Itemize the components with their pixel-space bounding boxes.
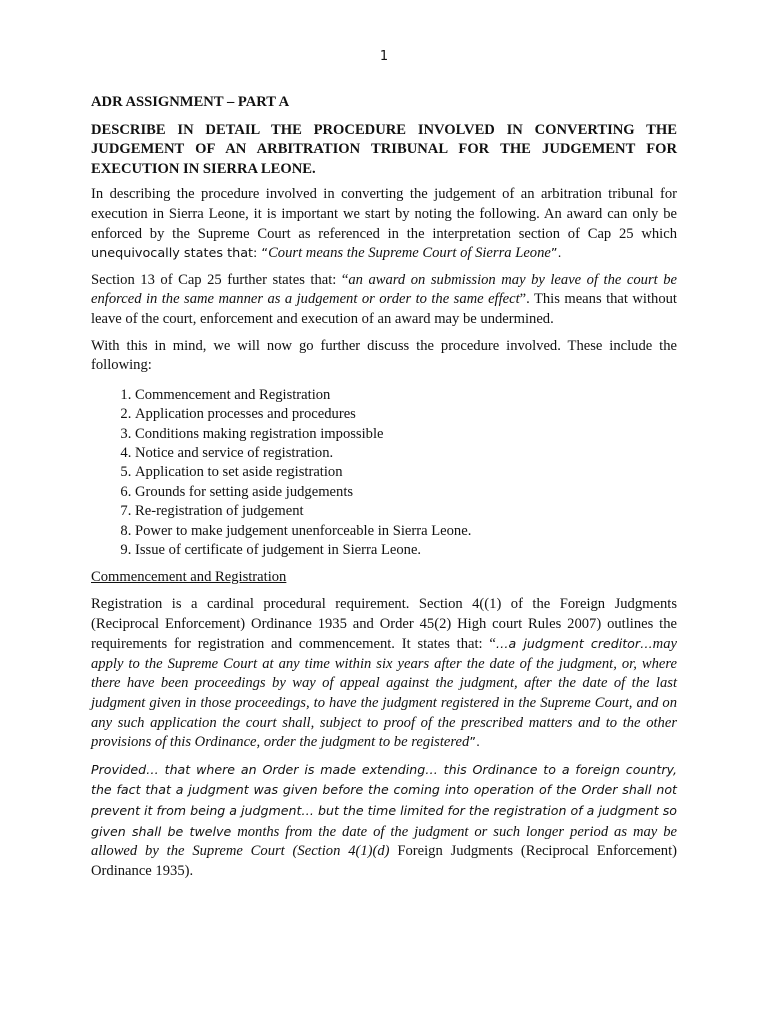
registration-tail: ”. bbox=[469, 735, 481, 751]
proviso-paragraph bbox=[91, 760, 677, 882]
intro-quote: Court means the Supreme Court of Sierra Leone bbox=[268, 245, 551, 262]
section13-quote: an award on submission may by leave of the court be enforced in the same manner as a judgement or order to the same effect bbox=[91, 271, 677, 308]
proviso-part2: months from the date of the judgment or such longer period as may be allowed by the Supreme Court (Section 4(1)(d) bbox=[91, 823, 677, 860]
registration-lead: Registration is a cardinal procedural requirement. Section 4((1) of the Foreign Judgments (Reciprocal Enforcement) Ordinance 1935 and Order 45(2) High court Rules 2007) outlines the requirements for registration and commencement. It states that: “ bbox=[91, 595, 677, 653]
registration-ellipsis: …a judgment creditor… bbox=[495, 636, 653, 652]
procedure-intro-paragraph: With this in mind, we will now go further discuss the procedure involved. These include the following: bbox=[91, 337, 677, 374]
list-item: 7. Re-registration of judgement bbox=[135, 502, 677, 521]
list-item: 5. Application to set aside registration bbox=[135, 463, 677, 482]
section-heading-commencement: Commencement and Registration bbox=[91, 569, 287, 586]
list-item: 6. Grounds for setting aside judgements bbox=[135, 483, 677, 502]
section13-lead: Section 13 of Cap 25 further states that: “ bbox=[91, 271, 349, 288]
registration-paragraph bbox=[91, 595, 677, 753]
list-item: 8. Power to make judgement unenforceable in Sierra Leone. bbox=[135, 522, 677, 541]
intro-tail: ”. bbox=[550, 246, 562, 262]
list-item: 1. Commencement and Registration bbox=[135, 386, 677, 405]
procedure-list bbox=[91, 386, 677, 561]
list-item: 4. Notice and service of registration. bbox=[135, 444, 677, 463]
document-title: ADR ASSIGNMENT – PART A bbox=[91, 94, 290, 110]
intro-text: In describing the procedure involved in converting the judgement of an arbitration tribunal for execution in Sierra Leone, it is important we start by noting the following. An award can only be enforced by the Supreme Court as referenced in the interpretation section of Cap 25 which bbox=[91, 186, 677, 242]
section13-paragraph bbox=[91, 271, 677, 330]
intro-lead: unequivocally states that: “ bbox=[91, 246, 269, 262]
page-number: 1 bbox=[379, 49, 389, 64]
list-item: 3. Conditions making registration impossible bbox=[135, 425, 677, 444]
intro-paragraph bbox=[91, 185, 677, 263]
section13-tail: ”. This means that without leave of the court, enforcement and execution of an award may be undermined. bbox=[91, 291, 677, 327]
proviso-tail: Foreign Judgments (Reciprocal Enforcement) Ordinance 1935). bbox=[91, 843, 677, 879]
list-item: 2. Application processes and procedures bbox=[135, 405, 677, 424]
list-item: 9. Issue of certificate of judgement in Sierra Leone. bbox=[135, 541, 677, 560]
proviso-part1: Provided… that where an Order is made extending… this Ordinance to a foreign country, the fact that a judgment was given before the coming into operation of the Order shall not prevent it from being a judgment… but the time limited for the registration of a judgment so given shall be twelve bbox=[91, 761, 677, 839]
registration-quote: may apply to the Supreme Court at any time within six years after the date of the judgment, or, where there have been proceedings by way of appeal against the judgment, after the date of the last judgment given in those proceedings, to have the judgment registered in the Supreme Court, and on any such application the court shall, subject to proof of the prescribed matters and to the other provisions of this Ordinance, order the judgment to be registered bbox=[91, 636, 677, 751]
assignment-question: DESCRIBE IN DETAIL THE PROCEDURE INVOLVED IN CONVERTING THE JUDGEMENT OF AN ARBITRATION TRIBUNAL FOR THE JUDGEMENT FOR EXECUTION IN SIERRA LEONE. bbox=[91, 121, 677, 177]
document-body bbox=[91, 93, 677, 888]
